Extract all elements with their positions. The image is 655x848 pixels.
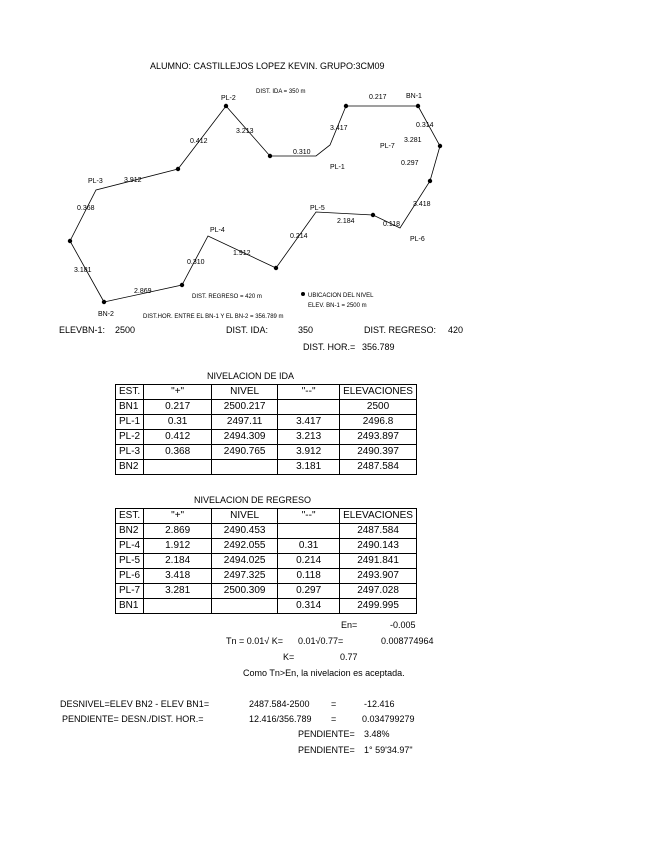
cell: PL-7 xyxy=(116,584,144,599)
cell: 2500.309 xyxy=(212,584,278,599)
cell: 3.912 xyxy=(278,445,340,460)
cell xyxy=(278,400,340,415)
reading-label: 0.310 xyxy=(187,259,205,266)
cell: 2490.765 xyxy=(212,445,278,460)
k-value: 0.77 xyxy=(340,652,358,662)
table-row xyxy=(116,460,417,475)
table-ida-title: NIVELACION DE IDA xyxy=(207,371,295,381)
cell: BN1 xyxy=(116,599,144,614)
dist-hor-value: 356.789 xyxy=(362,342,395,352)
station-label: PL-2 xyxy=(221,95,236,102)
tn-value: 0.008774964 xyxy=(381,636,434,646)
station-label: BN-2 xyxy=(98,311,114,318)
desnivel-eq: = xyxy=(331,699,337,709)
dist-hor-label: DIST. HOR.= xyxy=(303,342,356,352)
column-header: EST. xyxy=(116,509,144,524)
reading-label: 2.869 xyxy=(134,288,152,295)
column-header: ELEVACIONES xyxy=(340,385,417,400)
cell: 0.217 xyxy=(144,400,212,415)
station-label: PL-7 xyxy=(380,143,395,150)
station-label: BN-1 xyxy=(406,93,422,100)
cell: 3.181 xyxy=(278,460,340,475)
page-title: ALUMNO: CASTILLEJOS LOPEZ KEVIN. GRUPO:3CM09 xyxy=(150,61,385,71)
conclusion-text: Como Tn>En, la nivelacion es aceptada. xyxy=(243,668,405,678)
cell: 2500.217 xyxy=(212,400,278,415)
cell: 2497.028 xyxy=(340,584,417,599)
cell: 2490.143 xyxy=(340,539,417,554)
pendiente-value: 0.034799279 xyxy=(362,714,415,724)
reading-label: 0.412 xyxy=(190,138,208,145)
tn-formula: 0.01√0.77= xyxy=(298,636,344,646)
table-row xyxy=(116,539,417,554)
cell: 0.31 xyxy=(144,415,212,430)
cell: 2499.995 xyxy=(340,599,417,614)
column-header: "--" xyxy=(278,509,340,524)
table-row xyxy=(116,415,417,430)
cell: 0.297 xyxy=(278,584,340,599)
cell: 3.281 xyxy=(144,584,212,599)
cell xyxy=(212,599,278,614)
cell: 2500 xyxy=(340,400,417,415)
table-row xyxy=(116,524,417,539)
cell: 2496.8 xyxy=(340,415,417,430)
cell: 2493.907 xyxy=(340,569,417,584)
table-row xyxy=(116,584,417,599)
reading-label: 0.368 xyxy=(77,205,95,212)
dist-ida-value: 350 xyxy=(298,325,314,335)
cell: 0.368 xyxy=(144,445,212,460)
legend-elev: ELEV. BN-1 = 2500 m xyxy=(308,303,367,309)
dist-ida-label: DIST. IDA: xyxy=(226,325,269,335)
reading-label: 2.184 xyxy=(337,218,355,225)
cell: 2490.397 xyxy=(340,445,417,460)
pendiente-eq: = xyxy=(331,714,337,724)
cell: 2493.897 xyxy=(340,430,417,445)
cell: 3.418 xyxy=(144,569,212,584)
k-label: K= xyxy=(283,652,295,662)
dist-ida-note: DIST. IDA = 350 m xyxy=(256,89,306,95)
pendiente-pct-label: PENDIENTE= xyxy=(298,729,355,739)
reading-label: 3.912 xyxy=(124,177,142,184)
station-label: PL-3 xyxy=(88,178,103,185)
table-row xyxy=(116,430,417,445)
cell: 2494.025 xyxy=(212,554,278,569)
table-header-row xyxy=(116,509,417,524)
reading-label: 3.213 xyxy=(236,128,254,135)
table-row xyxy=(116,400,417,415)
column-header: NIVEL xyxy=(212,509,278,524)
table-row xyxy=(116,445,417,460)
cell: PL-4 xyxy=(116,539,144,554)
cell: PL-1 xyxy=(116,415,144,430)
cell: 2497.11 xyxy=(212,415,278,430)
cell: 2494.309 xyxy=(212,430,278,445)
table-row xyxy=(116,554,417,569)
reading-label: 3.418 xyxy=(413,201,431,208)
dist-regreso-label: DIST. REGRESO: xyxy=(364,325,437,335)
cell: BN1 xyxy=(116,400,144,415)
cell: 2490.453 xyxy=(212,524,278,539)
table-row xyxy=(116,569,417,584)
cell xyxy=(144,460,212,475)
column-header: NIVEL xyxy=(212,385,278,400)
table-regreso-title: NIVELACION DE REGRESO xyxy=(194,495,312,505)
en-label: En= xyxy=(341,620,358,630)
table-ida xyxy=(115,384,417,475)
dist-regreso-value: 420 xyxy=(448,325,464,335)
cell: 0.118 xyxy=(278,569,340,584)
dist-regreso-note: DIST. REGRESO = 420 m xyxy=(192,294,262,300)
cell: 2487.584 xyxy=(340,524,417,539)
table-row xyxy=(116,599,417,614)
legend-ubicacion: UBICACION DEL NIVEL xyxy=(308,293,374,299)
pendiente-deg-value: 1° 59'34.97" xyxy=(364,745,413,755)
cell: 3.417 xyxy=(278,415,340,430)
cell: 0.412 xyxy=(144,430,212,445)
elev-bn1-label: ELEVBN-1: xyxy=(59,325,106,335)
cell xyxy=(212,460,278,475)
cell: 2.184 xyxy=(144,554,212,569)
cell: PL-2 xyxy=(116,430,144,445)
cell: BN2 xyxy=(116,460,144,475)
cell: 2487.584 xyxy=(340,460,417,475)
reading-label: 0.214 xyxy=(290,233,308,240)
cell: PL-3 xyxy=(116,445,144,460)
pendiente-deg-label: PENDIENTE= xyxy=(298,745,355,755)
pendiente-pct-value: 3.48% xyxy=(364,729,390,739)
reading-label: 3.181 xyxy=(74,267,92,274)
cell: 3.213 xyxy=(278,430,340,445)
cell: 2491.841 xyxy=(340,554,417,569)
reading-label: 1.912 xyxy=(233,250,251,257)
cell: 1.912 xyxy=(144,539,212,554)
cell: 0.314 xyxy=(278,599,340,614)
station-label: PL-4 xyxy=(210,227,225,234)
reading-label: 0.310 xyxy=(293,149,311,156)
column-header: EST. xyxy=(116,385,144,400)
reading-label: 0.314 xyxy=(416,122,434,129)
reading-label: 0.217 xyxy=(369,94,387,101)
column-header: "+" xyxy=(144,385,212,400)
cell: 0.31 xyxy=(278,539,340,554)
cell: PL-6 xyxy=(116,569,144,584)
desnivel-formula: 2487.584-2500 xyxy=(249,699,310,709)
station-label: PL-6 xyxy=(410,236,425,243)
table-header-row xyxy=(116,385,417,400)
cell xyxy=(144,599,212,614)
station-label: PL-1 xyxy=(330,164,345,171)
reading-label: 0.297 xyxy=(401,160,419,167)
station-label: PL-5 xyxy=(310,205,325,212)
column-header: ELEVACIONES xyxy=(340,509,417,524)
cell: 2.869 xyxy=(144,524,212,539)
pendiente-label: PENDIENTE= DESN./DIST. HOR.= xyxy=(62,714,204,724)
reading-label: 3.417 xyxy=(330,125,348,132)
reading-label: 3.281 xyxy=(404,137,422,144)
elev-bn1-value: 2500 xyxy=(115,325,136,335)
cell: 2492.055 xyxy=(212,539,278,554)
cell: PL-5 xyxy=(116,554,144,569)
tn-label: Tn = 0.01√ K= xyxy=(226,636,283,646)
cell: BN2 xyxy=(116,524,144,539)
cell xyxy=(278,524,340,539)
dist-hor-note: DIST.HOR. ENTRE EL BN-1 Y EL BN-2 = 356.789 m xyxy=(143,314,284,320)
column-header: "--" xyxy=(278,385,340,400)
cell: 0.214 xyxy=(278,554,340,569)
en-value: -0.005 xyxy=(390,620,416,630)
column-header: "+" xyxy=(144,509,212,524)
desnivel-label: DESNIVEL=ELEV BN2 - ELEV BN1= xyxy=(60,699,210,709)
desnivel-value: -12.416 xyxy=(364,699,395,709)
reading-label: 0.118 xyxy=(383,221,400,228)
cell: 2497.325 xyxy=(212,569,278,584)
table-regreso xyxy=(115,508,417,614)
pendiente-formula: 12.416/356.789 xyxy=(249,714,312,724)
leveling-route-diagram xyxy=(0,0,655,330)
